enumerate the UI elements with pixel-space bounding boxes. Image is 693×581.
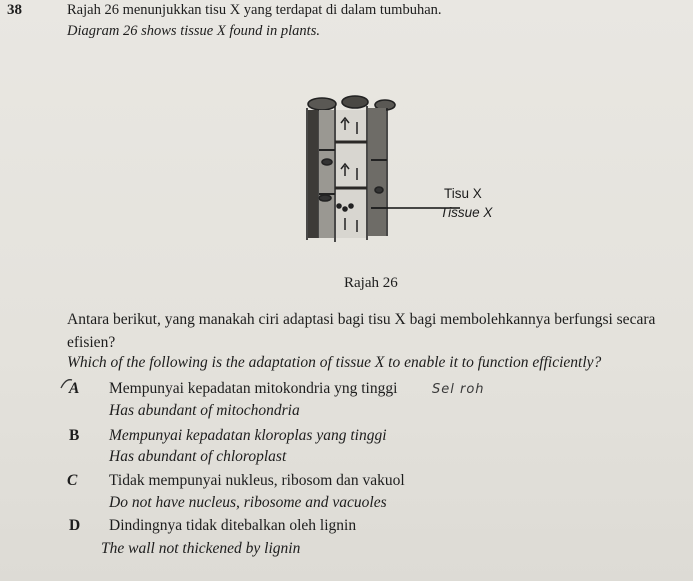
question-stem-english: Diagram 26 shows tissue X found in plants. (67, 23, 320, 39)
prompt-malay-line2: efisien? (67, 334, 116, 351)
option-a-letter[interactable]: A (69, 380, 80, 397)
prompt-malay-line1: Antara berikut, yang manakah ciri adaptasi bagi tisu X bagi membolehkannya berfungsi secara (67, 311, 656, 328)
question-stem-malay: Rajah 26 menunjukkan tisu X yang terdapat di dalam tumbuhan. (67, 2, 442, 18)
option-a-english: Has abundant of mitochondria (109, 402, 300, 419)
prompt-english: Which of the following is the adaptation of tissue X to enable it to function efficiently? (67, 354, 602, 371)
option-a-tick-mark (58, 376, 88, 400)
option-c-malay: Tidak mempunyai nukleus, ribosom dan vakuol (109, 472, 405, 489)
option-c-english: Do not have nucleus, ribosome and vacuoles (109, 494, 387, 511)
option-a-malay: Mempunyai kepadatan mitokondria yng tinggi (109, 380, 398, 397)
option-c-letter[interactable]: C (67, 472, 78, 489)
option-d-english: The wall not thickened by lignin (101, 540, 301, 557)
option-a-handwriting: Sel roh (432, 382, 485, 397)
option-d-letter[interactable]: D (69, 517, 81, 534)
tissue-x-diagram (295, 90, 535, 250)
tissue-label-english: Tissue X (440, 205, 493, 220)
option-b-english: Has abundant of chloroplast (109, 448, 287, 465)
question-number: 38 (7, 2, 22, 18)
figure-caption: Rajah 26 (344, 275, 398, 291)
option-b-letter[interactable]: B (69, 427, 80, 444)
option-d-malay: Dindingnya tidak ditebalkan oleh lignin (109, 517, 357, 534)
tissue-label-malay: Tisu X (444, 186, 482, 201)
option-b-malay: Mempunyai kepadatan kloroplas yang tinggi (109, 427, 387, 444)
